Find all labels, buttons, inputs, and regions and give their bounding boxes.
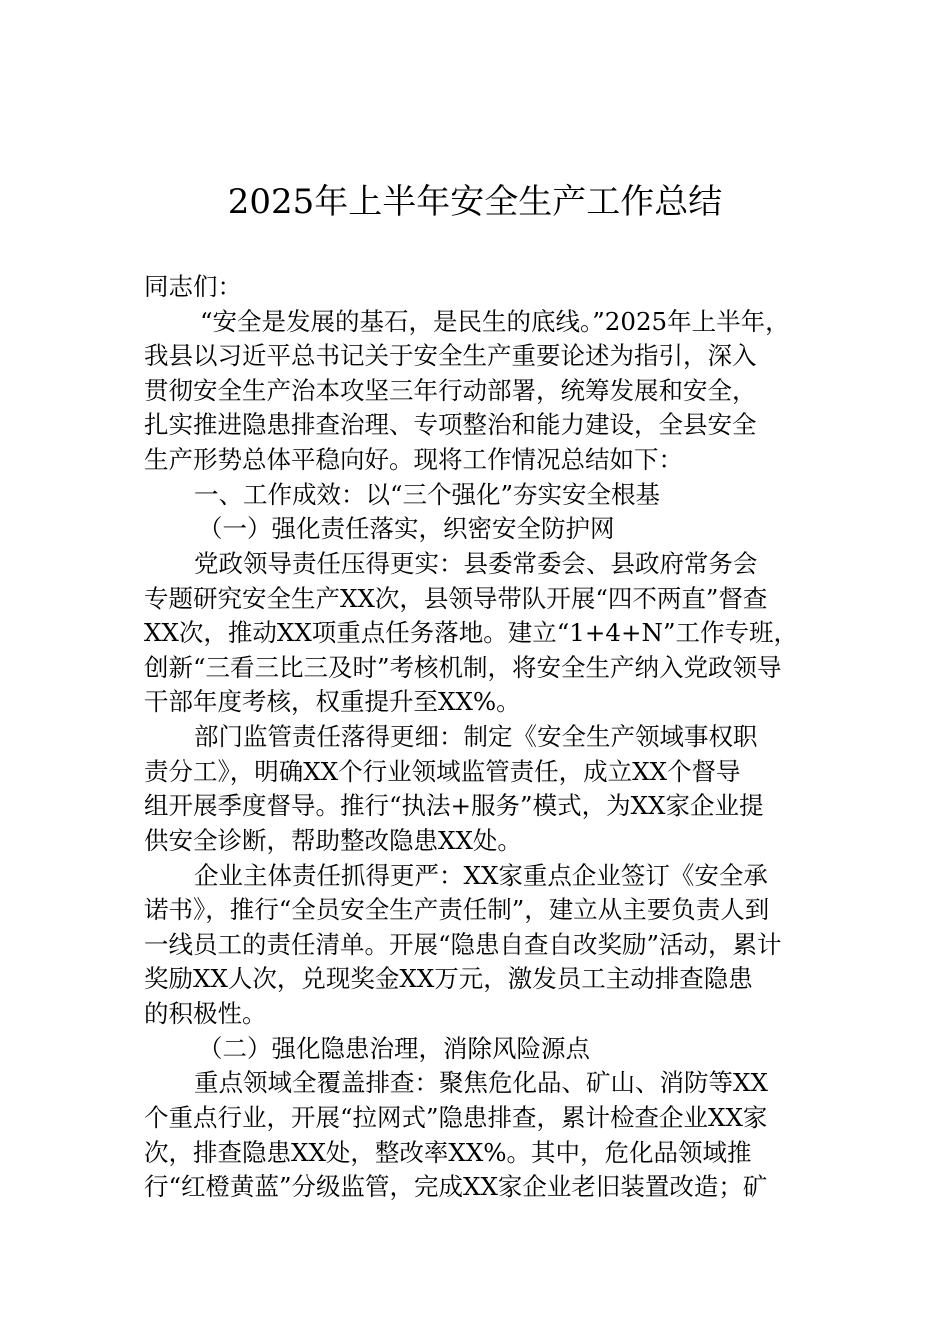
paragraph-line: XX次，推动XX项重点任务落地。建立“1+4+N”工作专班， (144, 618, 798, 647)
paragraph-line: 行“红橙黄蓝”分级监管，完成XX家企业老旧装置改造；矿 (144, 1172, 768, 1201)
paragraph-line: 扎实推进隐患排查治理、专项整治和能力建设，全县安全 (144, 410, 757, 439)
section-heading: 一、工作成效：以“三个强化”夯实安全根基 (194, 480, 661, 509)
paragraph-line: 的积极性。 (144, 999, 267, 1028)
paragraph-line: 个重点行业，开展“拉网式”隐患排查，累计检查企业XX家 (144, 1103, 768, 1132)
document-title: 2025年上半年安全生产工作总结 (227, 182, 723, 222)
paragraph-line: 创新“三看三比三及时”考核机制，将安全生产纳入党政领导 (144, 653, 782, 682)
subsection-heading: （二）强化隐患治理，消除风险源点 (198, 1034, 590, 1063)
salutation: 同志们： (144, 272, 242, 301)
paragraph-line: 贯彻安全生产治本攻坚三年行动部署，统筹发展和安全， (144, 376, 757, 405)
paragraph-line: 重点领域全覆盖排查：聚焦危化品、矿山、消防等XX (194, 1068, 768, 1097)
paragraph-line: 企业主体责任抓得更严：XX家重点企业签订《安全承 (194, 861, 768, 890)
paragraph-line: 组开展季度督导。推行“执法+服务”模式，为XX家企业提 (144, 791, 764, 820)
paragraph-line: “安全是发展的基石，是民生的底线。”2025年上半年， (200, 307, 790, 336)
paragraph-line: 诺书》，推行“全员安全生产责任制”，建立从主要负责人到 (144, 895, 770, 924)
paragraph-line: 我县以习近平总书记关于安全生产重要论述为指引，深入 (144, 341, 757, 370)
paragraph-line: 党政领导责任压得更实：县委常委会、县政府常务会 (194, 549, 758, 578)
paragraph-line: 责分工》，明确XX个行业领域监管责任，成立XX个督导 (144, 757, 741, 786)
paragraph-line: 干部年度考核，权重提升至XX%。 (144, 687, 521, 716)
paragraph-line: 奖励XX人次，兑现奖金XX万元，激发员工主动排查隐患 (144, 964, 753, 993)
subsection-heading: （一）强化责任落实，织密安全防护网 (198, 514, 615, 543)
paragraph-line: 部门监管责任落得更细：制定《安全生产领域事权职 (194, 722, 758, 751)
paragraph-line: 供安全诊断，帮助整改隐患XX处。 (144, 826, 522, 855)
paragraph-line: 生产形势总体平稳向好。现将工作情况总结如下： (144, 445, 683, 474)
paragraph-line: 一线员工的责任清单。开展“隐患自查自改奖励”活动，累计 (144, 930, 782, 959)
paragraph-line: 专题研究安全生产XX次，县领导带队开展“四不两直”督查 (144, 584, 768, 613)
paragraph-line: 次，排查隐患XX处，整改率XX%。其中，危化品领域推 (144, 1138, 752, 1167)
